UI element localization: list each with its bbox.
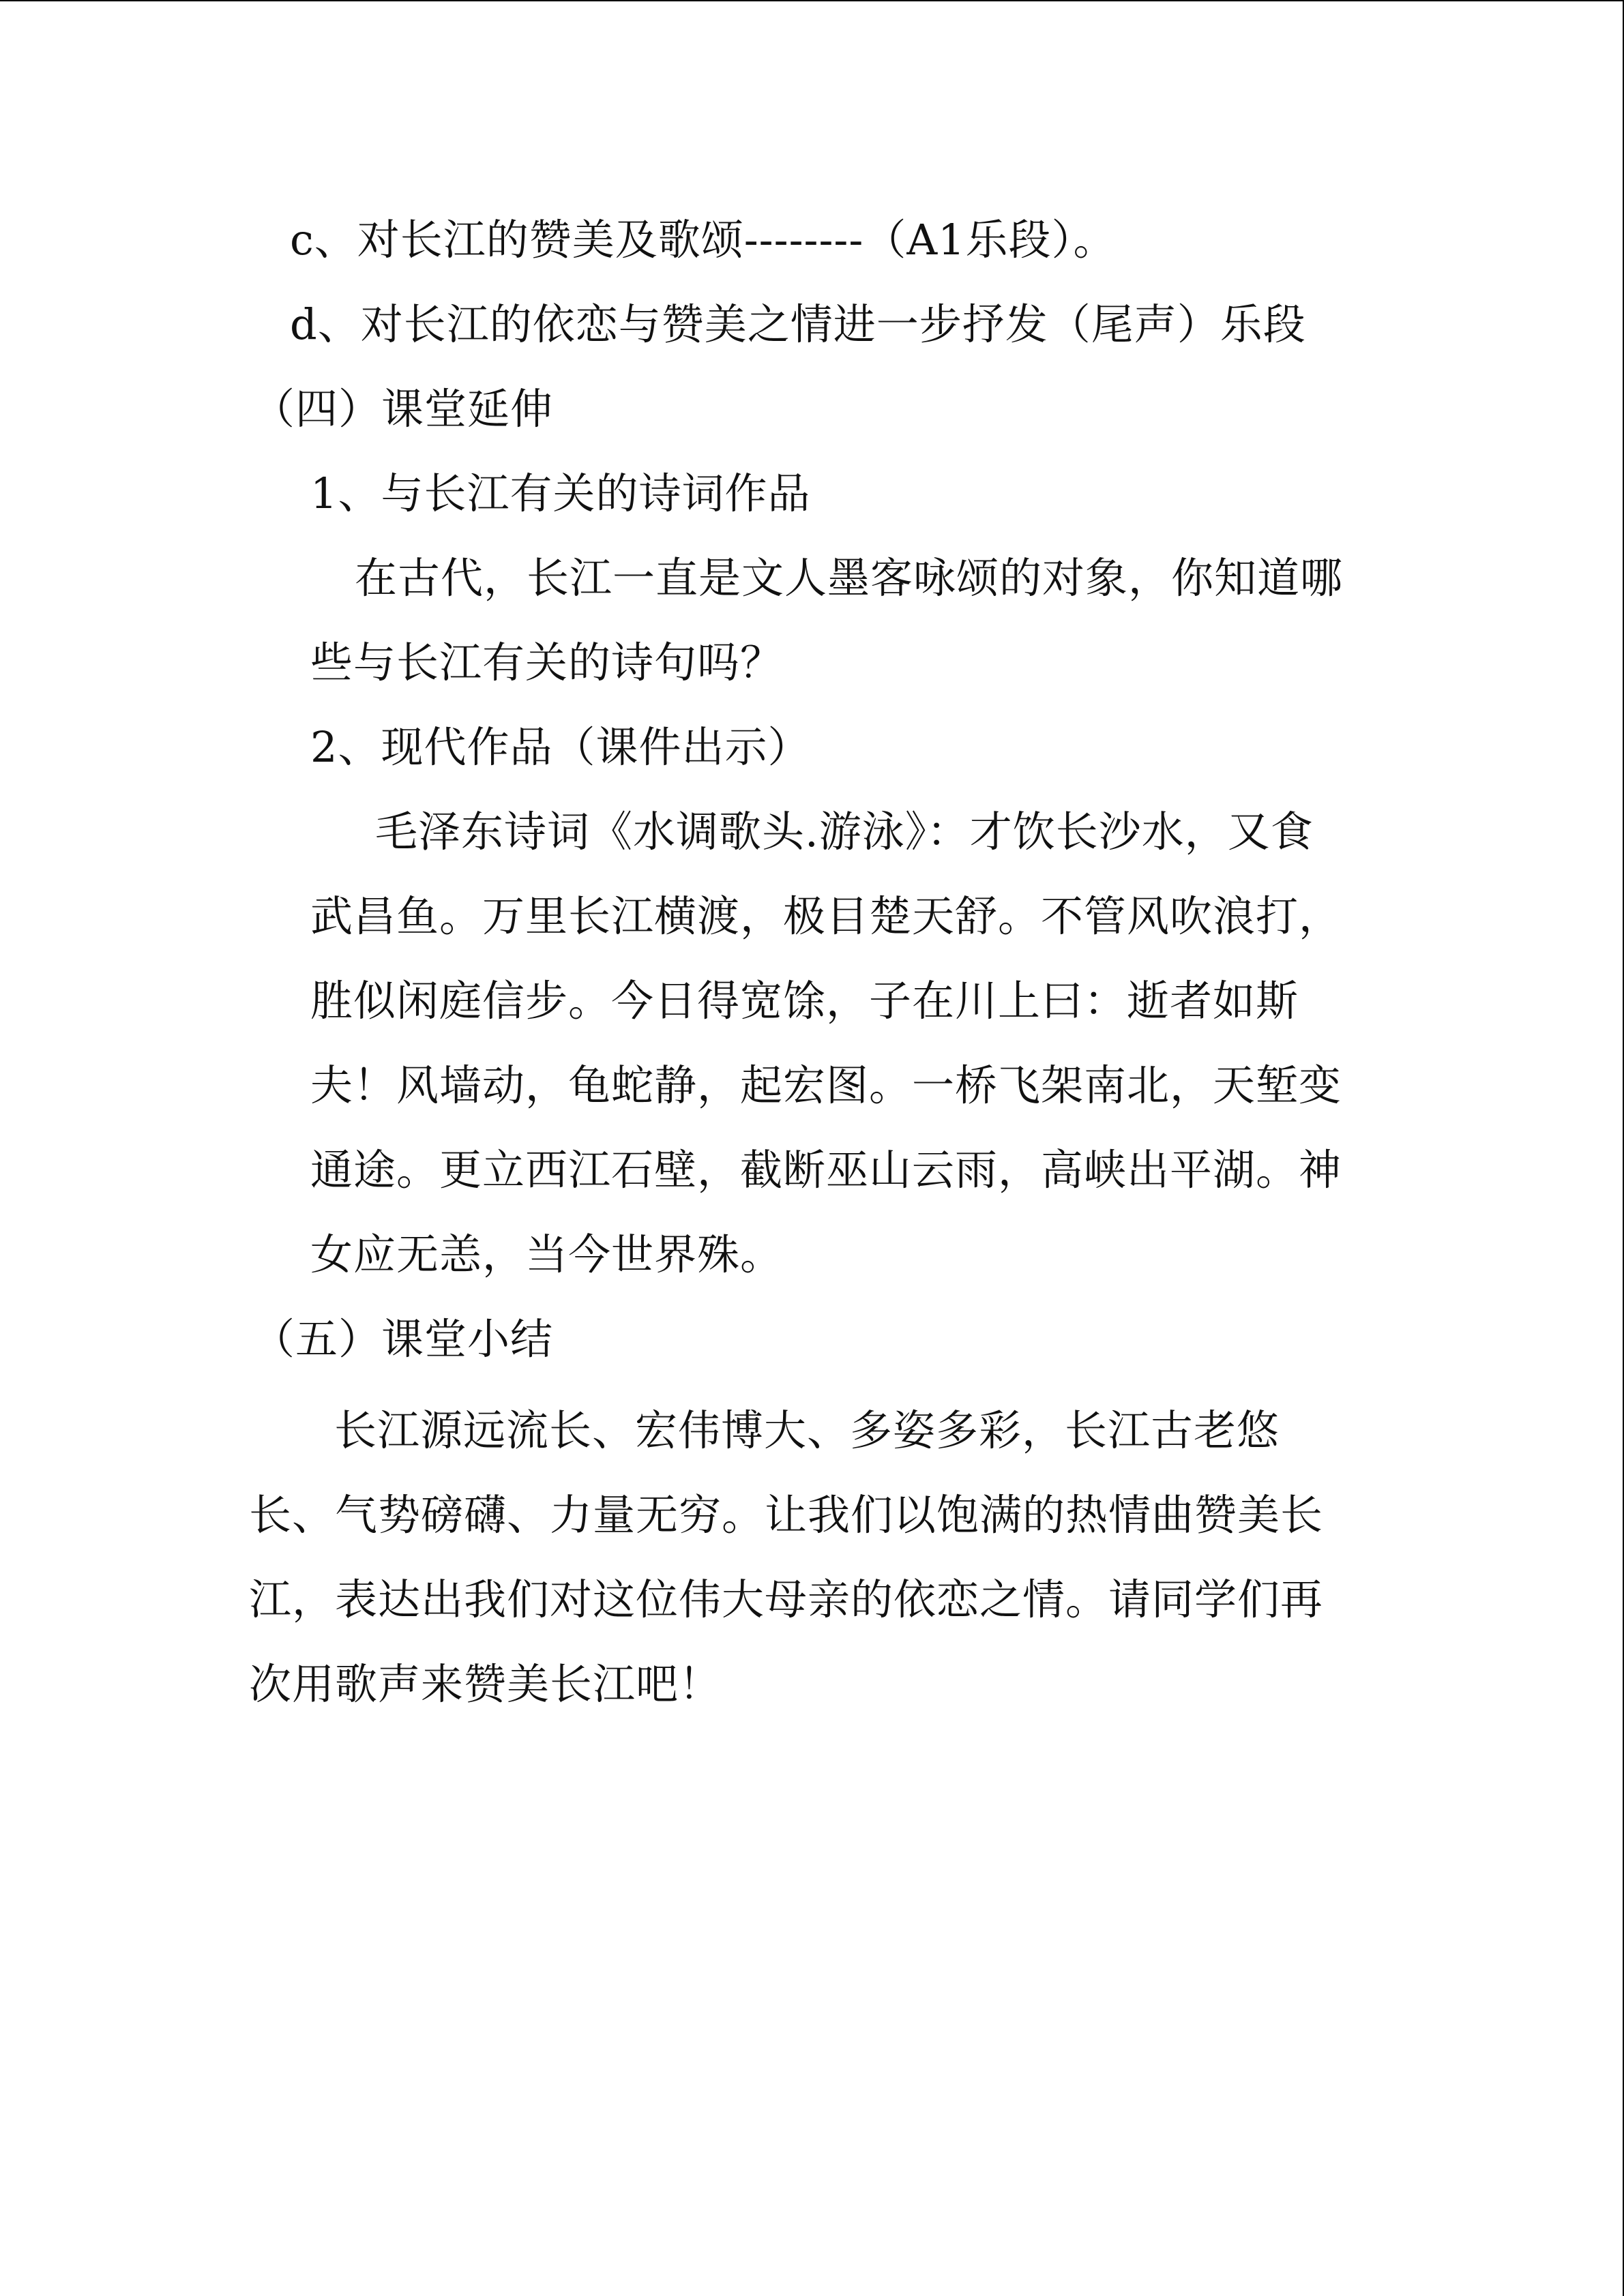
list-item-d: d、对长江的依恋与赞美之情进一步抒发（尾声）乐段 <box>290 299 1306 349</box>
subheading-1: 1、与长江有关的诗词作品 <box>310 468 811 518</box>
poem-line: 毛泽东诗词《水调歌头.游泳》：才饮长沙水，又食 <box>375 807 1314 856</box>
poem-line: 武昌鱼。万里长江横渡，极目楚天舒。不管风吹浪打， <box>310 891 1342 941</box>
summary-line: 次用歌声来赞美长江吧！ <box>249 1659 722 1709</box>
section-heading-4: （四）课堂延伸 <box>252 384 554 434</box>
poem-line: 通途。更立西江石壁，截断巫山云雨，高峡出平湖。神 <box>310 1145 1342 1195</box>
poem-line: 夫！风墙动，龟蛇静，起宏图。一桥飞架南北，天堑变 <box>310 1060 1342 1110</box>
poem-line: 女应无恙，当今世界殊。 <box>310 1229 784 1279</box>
summary-line: 长、气势磅礴、力量无穷。让我们以饱满的热情曲赞美长 <box>249 1490 1324 1540</box>
paragraph-line: 在古代，长江一直是文人墨客咏颂的对象，你知道哪 <box>355 553 1344 603</box>
summary-line: 江，表达出我们对这位伟大母亲的依恋之情。请同学们再 <box>249 1575 1324 1624</box>
list-item-c: c、对长江的赞美及歌颂--------（A1乐段）。 <box>290 215 1117 265</box>
subheading-2: 2、现代作品（课件出示） <box>310 722 811 772</box>
paragraph-line: 些与长江有关的诗句吗？ <box>310 638 784 687</box>
poem-line: 胜似闲庭信步。今日得宽馀，子在川上曰：逝者如斯 <box>310 976 1299 1026</box>
summary-line: 长江源远流长、宏伟博大、多姿多彩，长江古老悠 <box>334 1405 1280 1455</box>
section-heading-5: （五）课堂小结 <box>252 1314 554 1364</box>
